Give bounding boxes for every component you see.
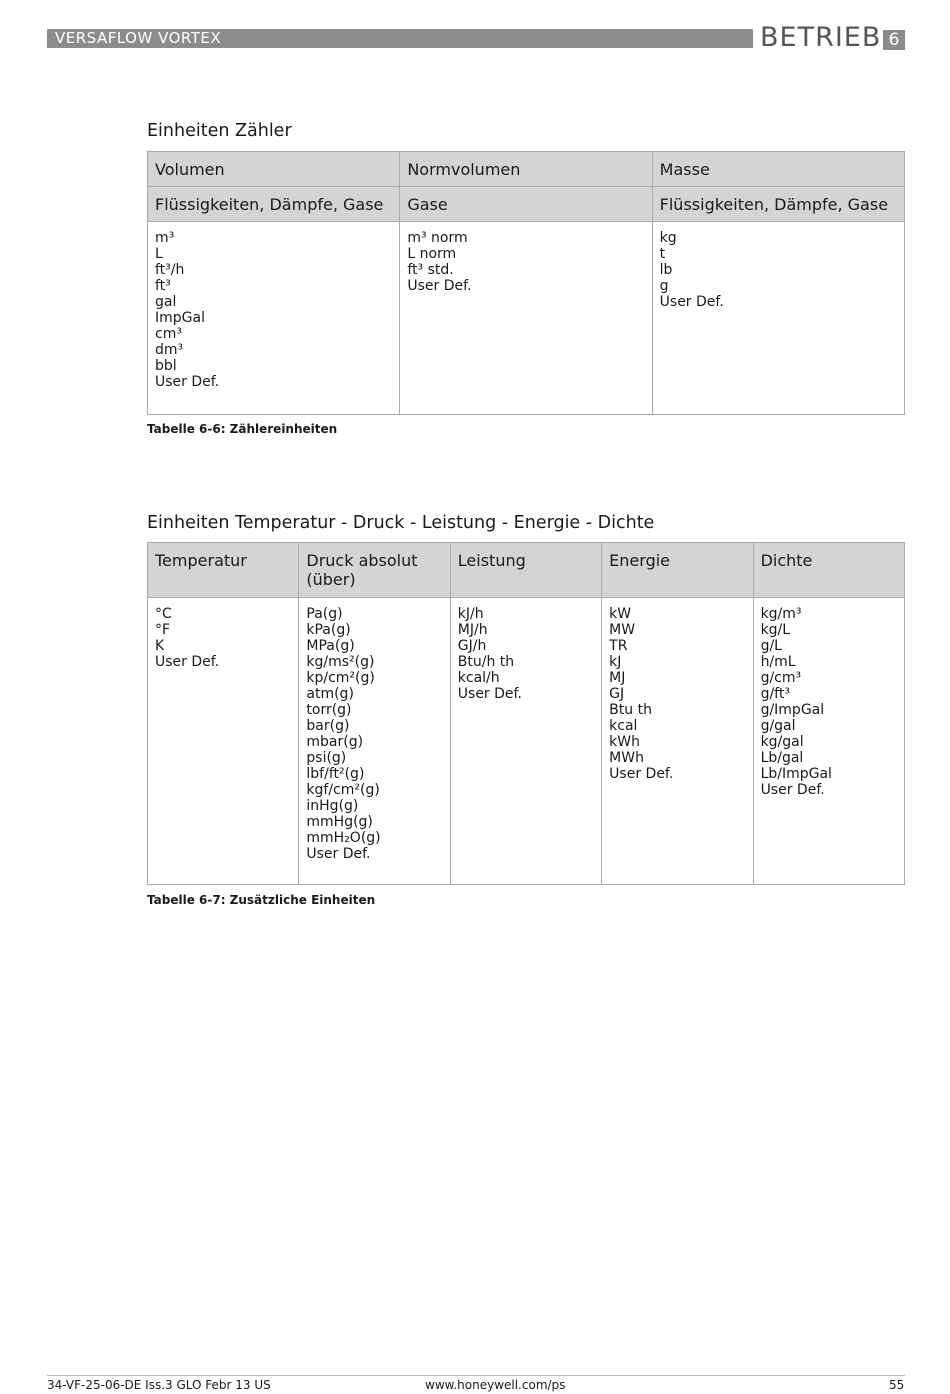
footer-divider (47, 1375, 905, 1376)
header-product-bar (47, 29, 753, 48)
column-header: Normvolumen (400, 152, 652, 187)
unit-list-cell (652, 222, 904, 415)
unit-item: User Def. (609, 766, 674, 782)
unit-item: ft³ (155, 278, 171, 294)
unit-item: atm(g) (306, 686, 354, 702)
column-header: Volumen (148, 152, 400, 187)
unit-item: inHg(g) (306, 798, 359, 814)
unit-item: kg/m³ (760, 606, 802, 622)
unit-item: User Def. (407, 278, 472, 294)
unit-item: ft³/h (155, 262, 185, 278)
section1-title: Einheiten Zähler (147, 121, 292, 141)
unit-item: MW (609, 622, 636, 638)
unit-item: User Def. (155, 654, 220, 670)
column-header: Leistung (450, 543, 601, 598)
unit-item: User Def. (457, 686, 522, 702)
unit-item: Lb/ImpGal (760, 766, 832, 782)
unit-item: g/cm³ (760, 670, 802, 686)
unit-item: Lb/gal (760, 750, 804, 766)
unit-list-cell (299, 598, 450, 885)
unit-item: kg/gal (760, 734, 804, 750)
unit-item: m³ norm (407, 230, 468, 246)
table-header-row (148, 152, 905, 187)
footer-page-number: 55 (889, 1378, 905, 1392)
unit-item: MJ (609, 670, 626, 686)
unit-item: kcal/h (457, 670, 500, 686)
unit-list-cell (753, 598, 904, 885)
column-header: Druck absolut (über) (299, 543, 450, 598)
table-header-row (148, 543, 905, 598)
unit-item: lb (659, 262, 673, 278)
unit-item: User Def. (760, 782, 825, 798)
unit-item: K (155, 638, 165, 654)
unit-list-cell (450, 598, 601, 885)
unit-item: ImpGal (155, 310, 205, 326)
unit-item: Btu/h th (457, 654, 515, 670)
unit-item: kg/L (760, 622, 791, 638)
unit-item: L (155, 246, 163, 262)
section2-title: Einheiten Temperatur - Druck - Leistung - Energie - Dichte (147, 513, 655, 533)
table-subheader-row (148, 187, 905, 222)
unit-item: bar(g) (306, 718, 350, 734)
column-subheader: Flüssigkeiten, Dämpfe, Gase (148, 187, 400, 222)
column-subheader: Gase (400, 187, 652, 222)
unit-item: bbl (155, 358, 177, 374)
unit-list-cell (148, 598, 299, 885)
unit-item: lbf/ft²(g) (306, 766, 365, 782)
unit-item: kcal (609, 718, 638, 734)
unit-item: kgf/cm²(g) (306, 782, 380, 798)
unit-item: User Def. (306, 846, 371, 862)
unit-item: cm³ (155, 326, 182, 342)
unit-item: h/mL (760, 654, 796, 670)
unit-list-cell (400, 222, 652, 415)
table-row (148, 222, 905, 415)
unit-item: °F (155, 622, 171, 638)
header-chapter-number: 6 (883, 30, 905, 50)
column-subheader: Flüssigkeiten, Dämpfe, Gase (652, 187, 904, 222)
unit-item: GJ/h (457, 638, 487, 654)
unit-item: °C (155, 606, 172, 622)
counter-units-table (147, 151, 905, 415)
column-header: Temperatur (148, 543, 299, 598)
unit-item: g/ImpGal (760, 702, 825, 718)
unit-item: kg (659, 230, 677, 246)
footer-website-link[interactable]: www.honeywell.com/ps (425, 1378, 566, 1392)
unit-item: Btu th (609, 702, 652, 718)
unit-item: kW (609, 606, 632, 622)
unit-item: dm³ (155, 342, 184, 358)
unit-item: MWh (609, 750, 644, 766)
column-header: Energie (602, 543, 753, 598)
unit-item: g (659, 278, 669, 294)
unit-item: gal (155, 294, 177, 310)
unit-item: torr(g) (306, 702, 352, 718)
unit-item: kJ (609, 654, 622, 670)
additional-units-table (147, 542, 905, 885)
header-section-title: BETRIEB (760, 22, 882, 53)
unit-item: m³ (155, 230, 175, 246)
unit-item: TR (609, 638, 628, 654)
unit-item: Pa(g) (306, 606, 343, 622)
unit-item: kJ/h (457, 606, 484, 622)
unit-list-cell (148, 222, 400, 415)
unit-item: mmHg(g) (306, 814, 373, 830)
table-caption: Tabelle 6-7: Zusätzliche Einheiten (147, 893, 376, 907)
unit-item: g/ft³ (760, 686, 790, 702)
unit-item: g/L (760, 638, 782, 654)
unit-item: g/gal (760, 718, 796, 734)
unit-item: kPa(g) (306, 622, 351, 638)
column-header: Masse (652, 152, 904, 187)
unit-item: MJ/h (457, 622, 488, 638)
unit-item: MPa(g) (306, 638, 355, 654)
unit-list-cell (602, 598, 753, 885)
unit-item: User Def. (659, 294, 724, 310)
unit-item: t (659, 246, 666, 262)
unit-item: mmH₂O(g) (306, 830, 381, 846)
unit-item: kg/ms²(g) (306, 654, 375, 670)
footer-document-id: 34-VF-25-06-DE Iss.3 GLO Febr 13 US (47, 1378, 271, 1392)
unit-item: kWh (609, 734, 640, 750)
table-row (148, 598, 905, 885)
table-caption: Tabelle 6-6: Zählereinheiten (147, 422, 338, 436)
unit-item: User Def. (155, 374, 220, 390)
unit-item: mbar(g) (306, 734, 364, 750)
unit-item: kp/cm²(g) (306, 670, 375, 686)
header-product-label: VERSAFLOW VORTEX (55, 29, 222, 47)
unit-item: psi(g) (306, 750, 347, 766)
unit-item: GJ (609, 686, 625, 702)
column-header: Dichte (753, 543, 904, 598)
unit-item: L norm (407, 246, 457, 262)
unit-item: ft³ std. (407, 262, 454, 278)
